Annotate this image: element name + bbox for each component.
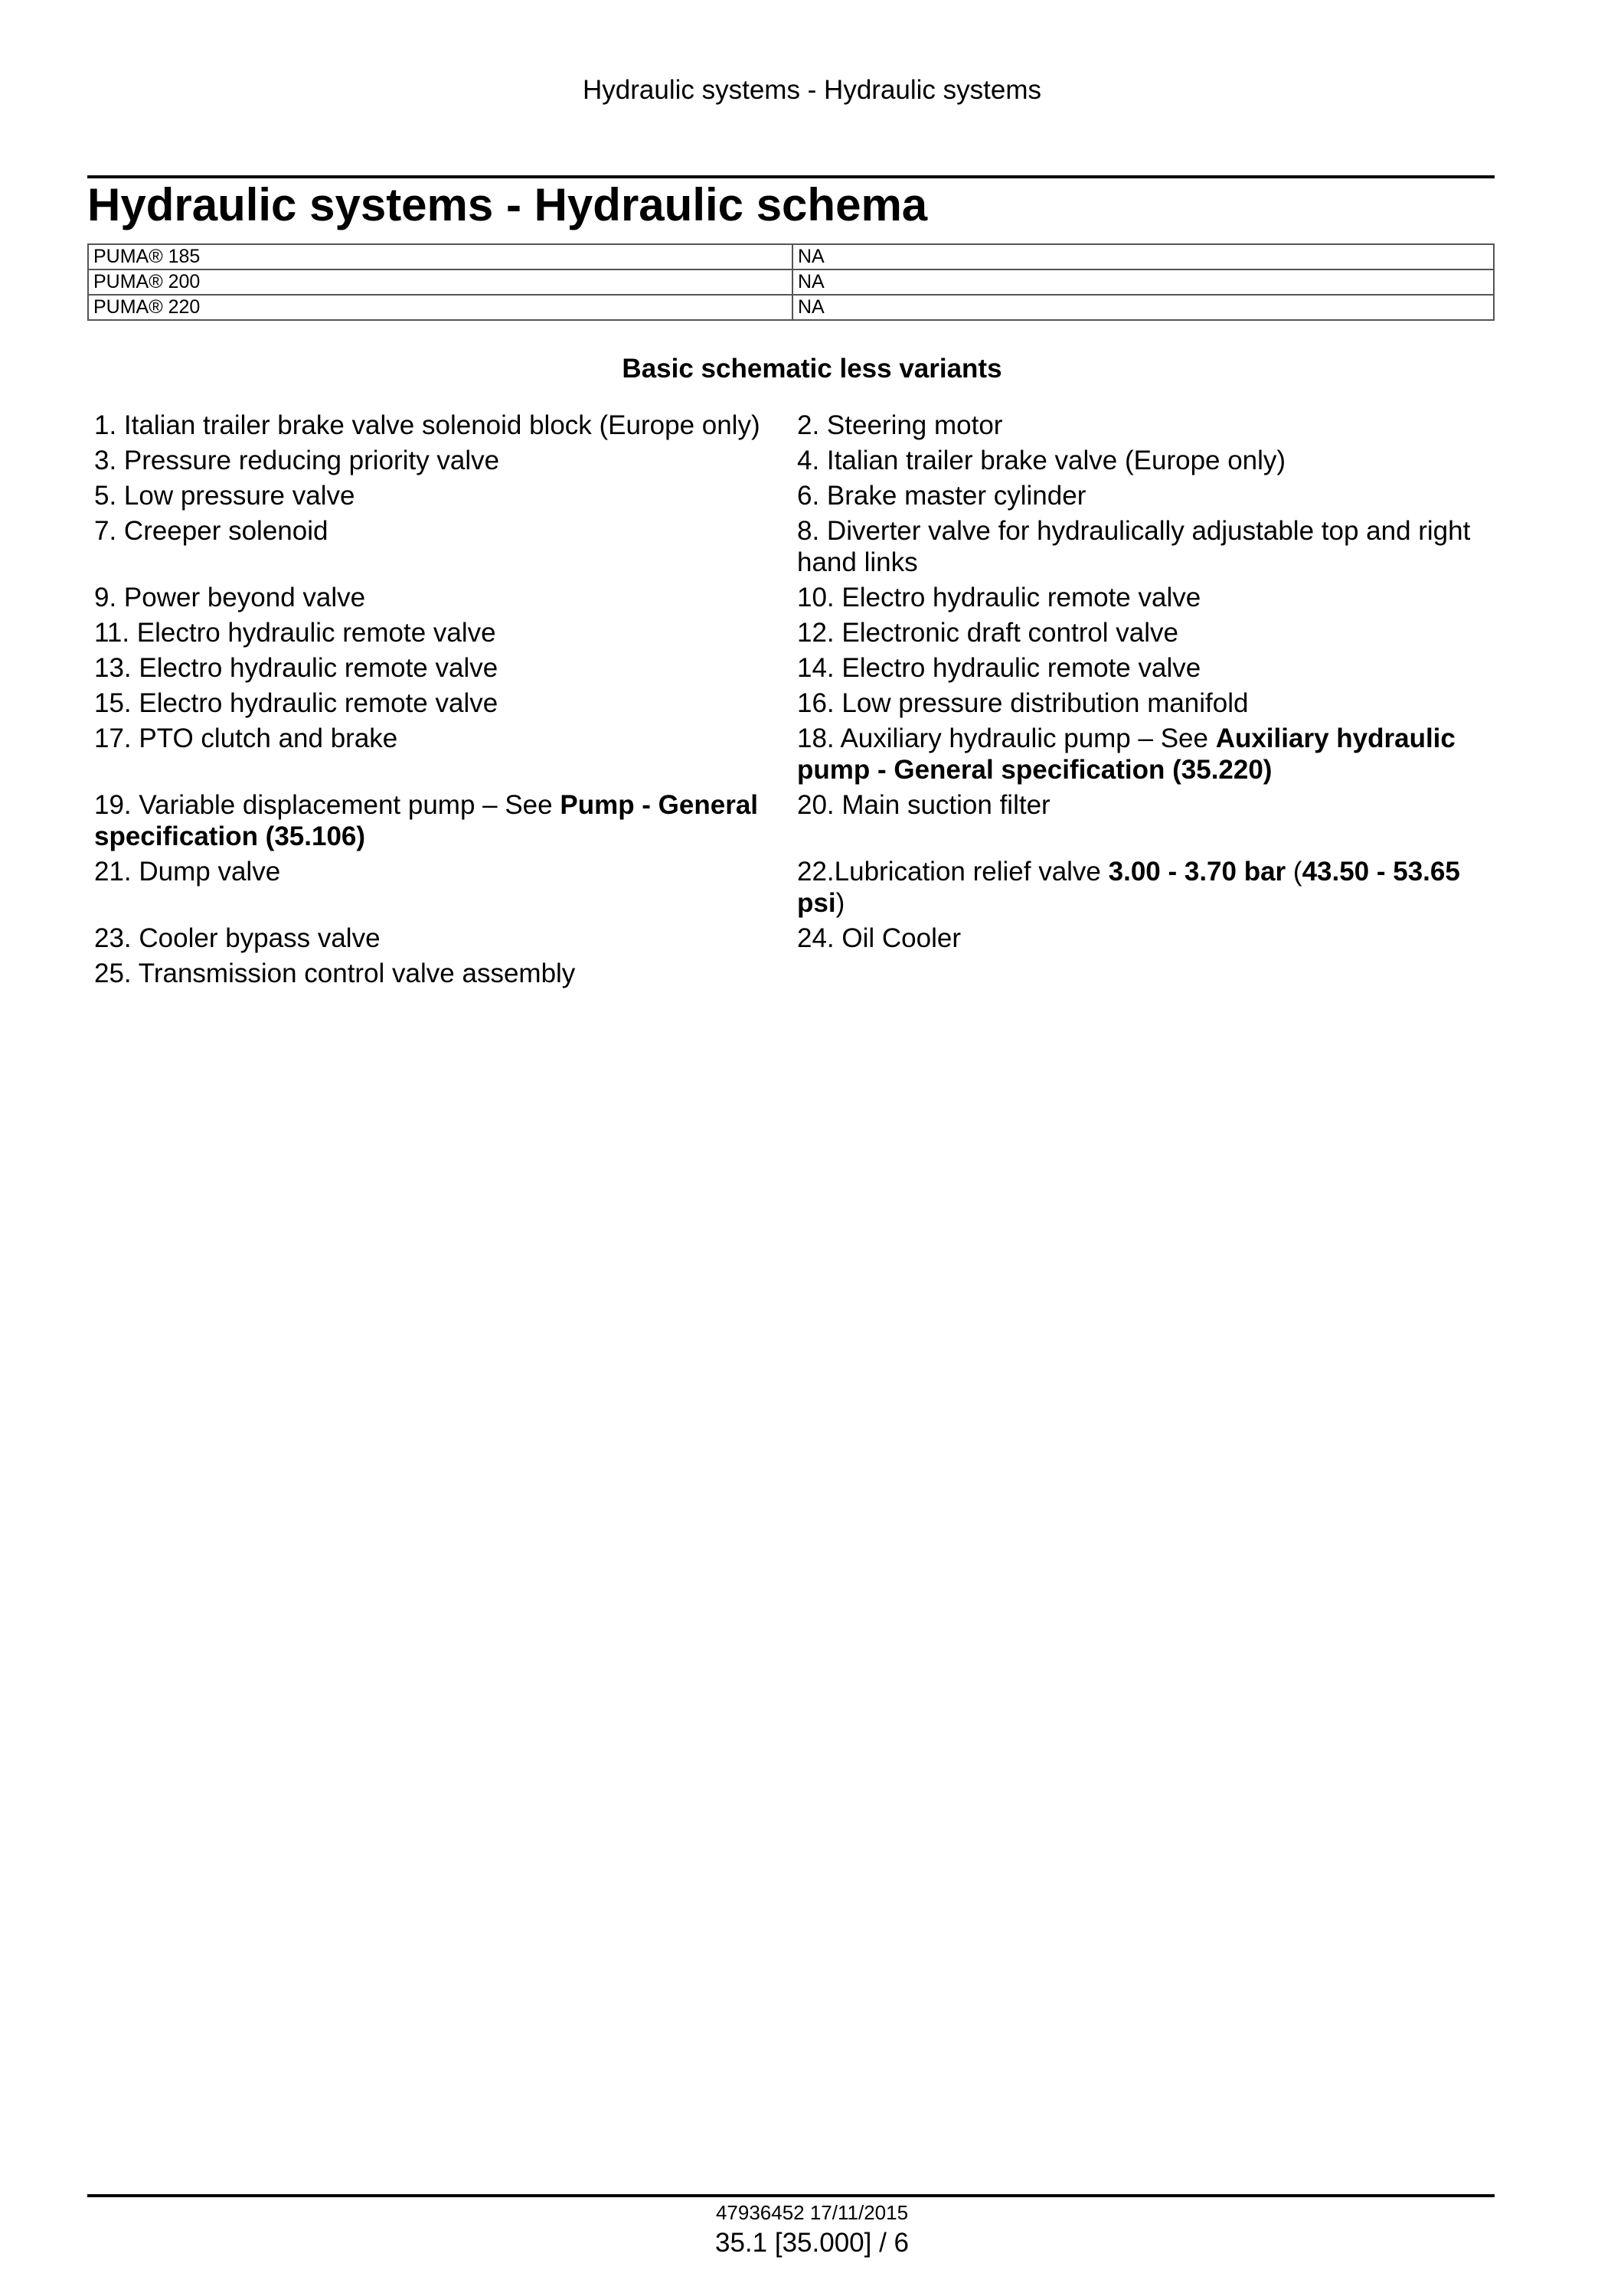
footer-rule [87, 2194, 1495, 2197]
legend-row [94, 687, 1495, 719]
pressure-psi-value: 43.50 - 53.65 psi [797, 857, 1460, 918]
legend-item: 12. Electronic draft control valve [797, 618, 1179, 648]
legend-item: 13. Electro hydraulic remote valve [94, 653, 498, 683]
legend-item [797, 958, 1495, 989]
legend-item: 15. Electro hydraulic remote valve [94, 688, 498, 718]
legend-item: 21. Dump valve [94, 857, 281, 887]
legend-row [94, 652, 1495, 684]
page-number: 35.1 [35.000] / 6 [715, 2228, 909, 2258]
section-heading: Basic schematic less variants [622, 354, 1002, 384]
legend-text: 22.Lubrication relief valve [797, 857, 1109, 887]
legend-row [94, 923, 1495, 954]
legend-item: 2. Steering motor [797, 410, 1003, 440]
legend-item: 7. Creeper solenoid [94, 516, 328, 546]
legend-item: 16. Low pressure distribution manifold [797, 688, 1249, 718]
models-table [87, 243, 1495, 321]
table-row [88, 269, 1494, 295]
legend-item: 20. Main suction filter [797, 790, 1051, 820]
legend-item: 10. Electro hydraulic remote valve [797, 583, 1201, 612]
value-cell: NA [792, 269, 1494, 295]
legend-item: 3. Pressure reducing priority valve [94, 446, 500, 475]
page-title: Hydraulic systems - Hydraulic schema [87, 179, 928, 230]
table-row [88, 244, 1494, 269]
legend-item: 23. Cooler bypass valve [94, 923, 381, 953]
model-cell: PUMA® 200 [88, 269, 792, 295]
legend-row [94, 856, 1495, 919]
legend-row [94, 445, 1495, 476]
legend-item: 8. Diverter valve for hydraulically adjustable top and right hand links [797, 516, 1471, 577]
legend-text: 18. Auxiliary hydraulic pump – See [797, 723, 1216, 753]
model-cell: PUMA® 185 [88, 244, 792, 269]
legend-item: 1. Italian trailer brake valve solenoid block (Europe only) [94, 410, 760, 440]
legend-item: 4. Italian trailer brake valve (Europe only) [797, 446, 1286, 475]
legend-item: 14. Electro hydraulic remote valve [797, 653, 1201, 683]
legend-text: 19. Variable displacement pump – See [94, 790, 560, 820]
document-reference: 47936452 17/11/2015 [715, 2201, 909, 2224]
legend-item: 25. Transmission control valve assembly [94, 959, 576, 988]
value-cell: NA [792, 295, 1494, 320]
legend-item: 9. Power beyond valve [94, 583, 366, 612]
legend-row [94, 789, 1495, 852]
legend-text: ) [835, 888, 845, 918]
legend-row [94, 410, 1495, 441]
spec-reference: Pump - General specification (35.106) [94, 790, 759, 851]
pressure-bar-value: 3.00 - 3.70 bar [1108, 857, 1286, 887]
legend-item: 5. Low pressure valve [94, 481, 355, 511]
spec-reference: Auxiliary hydraulic pump - General specification (35.220) [797, 723, 1456, 785]
running-header: Hydraulic systems - Hydraulic systems [583, 75, 1041, 105]
legend-item [797, 723, 1495, 785]
legend-item [94, 789, 797, 852]
legend-row [94, 958, 1495, 989]
legend-row [94, 515, 1495, 578]
legend-row [94, 582, 1495, 613]
legend-item [797, 856, 1495, 919]
table-row [88, 295, 1494, 320]
legend-item: 11. Electro hydraulic remote valve [94, 618, 496, 648]
model-cell: PUMA® 220 [88, 295, 792, 320]
value-cell: NA [792, 244, 1494, 269]
legend-row [94, 617, 1495, 648]
legend-item: 24. Oil Cooler [797, 923, 961, 953]
legend-row [94, 723, 1495, 785]
legend-item: 6. Brake master cylinder [797, 481, 1086, 511]
legend-item: 17. PTO clutch and brake [94, 723, 398, 753]
legend-list [94, 410, 1495, 993]
legend-text: ( [1286, 857, 1302, 887]
legend-row [94, 480, 1495, 511]
